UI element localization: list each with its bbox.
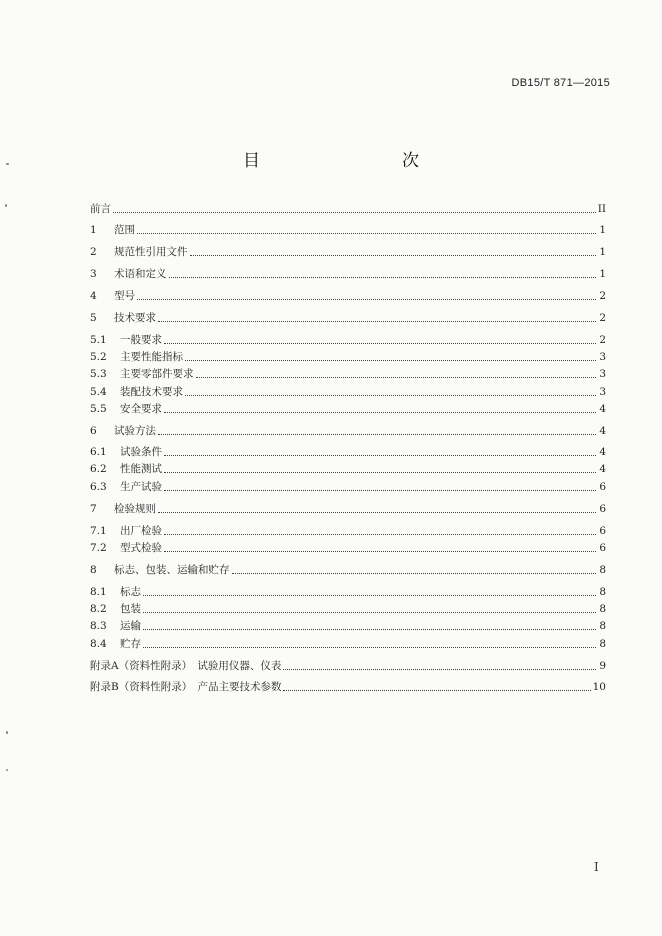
toc-entry-page: 2	[599, 312, 606, 324]
toc-entry-page: 6	[599, 542, 606, 554]
toc-entry[interactable]	[90, 400, 606, 416]
toc-entry-page: 2	[599, 290, 606, 302]
toc-entry-label: 标志、包装、运输和贮存	[114, 564, 230, 576]
toc-entry-label: 性能测试	[120, 463, 162, 475]
toc-entry[interactable]	[90, 365, 606, 381]
toc-entry-number: 6.3	[90, 481, 107, 493]
toc-entry-label: 试验条件	[120, 446, 162, 458]
toc-dot-leader	[164, 343, 596, 344]
toc-entry-number: 5.2	[90, 351, 107, 363]
toc-entry-number: 7.2	[90, 542, 107, 554]
toc-dot-leader	[158, 321, 596, 322]
toc-entry[interactable]	[90, 460, 606, 476]
toc-entry-page: 8	[599, 620, 606, 632]
toc-dot-leader	[164, 551, 596, 552]
toc-dot-leader	[137, 299, 596, 300]
toc-entry-page: II	[597, 203, 606, 215]
toc-entry[interactable]	[90, 331, 606, 347]
toc-entry-page: 8	[599, 603, 606, 615]
toc-entry-number: 8.3	[90, 620, 107, 632]
toc-entry[interactable]	[90, 500, 606, 516]
toc-entry-number: 6.2	[90, 463, 107, 475]
toc-entry-label: 检验规则	[114, 503, 156, 515]
toc-entry-number: 7	[90, 503, 97, 515]
toc-entry-label: 技术要求	[114, 312, 156, 324]
toc-dot-leader	[164, 472, 596, 473]
toc-dot-leader	[143, 629, 596, 630]
toc-entry-label: 包装	[120, 603, 141, 615]
toc-entry-number: 8.1	[90, 586, 107, 598]
document-header-code: DB15/T 871—2015	[511, 77, 610, 89]
toc-entry-number: 5.3	[90, 368, 107, 380]
toc-entry-label: 主要性能指标	[120, 351, 183, 363]
toc-entry[interactable]	[90, 478, 606, 494]
toc-entry-label: 规范性引用文件	[114, 246, 188, 258]
toc-dot-leader	[185, 360, 596, 361]
toc-entry-page: 6	[599, 481, 606, 493]
toc-entry-label: 范围	[114, 224, 135, 236]
scan-speck	[5, 204, 7, 207]
toc-entry-number: 6.1	[90, 446, 107, 458]
toc-entry[interactable]	[90, 678, 606, 694]
toc-entry-number: 4	[90, 290, 97, 302]
toc-entry-page: 10	[592, 681, 606, 693]
toc-dot-leader	[143, 595, 596, 596]
toc-entry-label: 附录B（资料性附录） 产品主要技术参数	[90, 681, 282, 693]
toc-entry-page: 1	[599, 224, 606, 236]
toc-entry-label: 生产试验	[120, 481, 162, 493]
toc-entry[interactable]	[90, 635, 606, 651]
toc-entry-label: 贮存	[120, 638, 141, 650]
toc-dot-leader	[137, 233, 596, 234]
toc-entry-label: 一般要求	[120, 334, 162, 346]
toc-entry-label: 安全要求	[120, 403, 162, 415]
toc-entry-number: 7.1	[90, 525, 107, 537]
scan-speck	[6, 163, 9, 165]
toc-entry-label: 运输	[120, 620, 141, 632]
toc-dot-leader	[164, 490, 596, 491]
toc-entry[interactable]	[90, 561, 606, 577]
toc-entry[interactable]	[90, 583, 606, 599]
toc-entry-number: 6	[90, 425, 97, 437]
toc-dot-leader	[283, 669, 596, 670]
toc-entry[interactable]	[90, 200, 606, 216]
toc-entry-label: 主要零部件要求	[120, 368, 194, 380]
toc-entry[interactable]	[90, 422, 606, 438]
toc-entry-page: 4	[599, 403, 606, 415]
toc-dot-leader	[164, 412, 596, 413]
toc-entry-page: 3	[599, 368, 606, 380]
toc-entry[interactable]	[90, 657, 606, 673]
toc-entry[interactable]	[90, 383, 606, 399]
toc-entry[interactable]	[90, 522, 606, 538]
toc-entry-number: 5.5	[90, 403, 107, 415]
toc-entry-label: 前言	[90, 203, 111, 215]
toc-entry-number: 5.4	[90, 386, 107, 398]
toc-dot-leader	[164, 534, 596, 535]
toc-entry-page: 6	[599, 503, 606, 515]
toc-entry-page: 3	[599, 386, 606, 398]
toc-dot-leader	[232, 573, 597, 574]
toc-entry-number: 8.2	[90, 603, 107, 615]
toc-entry[interactable]	[90, 309, 606, 325]
toc-entry-page: 3	[599, 351, 606, 363]
toc-entry-page: 9	[599, 660, 606, 672]
toc-dot-leader	[113, 212, 596, 213]
toc-entry-page: 4	[599, 446, 606, 458]
toc-entry-page: 8	[599, 564, 606, 576]
toc-entry-label: 试验方法	[114, 425, 156, 437]
toc-entry-number: 1	[90, 224, 97, 236]
toc-dot-leader	[164, 455, 596, 456]
toc-entry[interactable]	[90, 348, 606, 364]
toc-entry[interactable]	[90, 221, 606, 237]
toc-entry-label: 型号	[114, 290, 135, 302]
toc-entry-page: 8	[599, 638, 606, 650]
toc-entry-label: 装配技术要求	[120, 386, 183, 398]
toc-entry-number: 5.1	[90, 334, 107, 346]
toc-dot-leader	[185, 395, 596, 396]
toc-entry-label: 型式检验	[120, 542, 162, 554]
toc-dot-leader	[158, 434, 596, 435]
toc-entry[interactable]	[90, 265, 606, 281]
toc-entry[interactable]	[90, 539, 606, 555]
toc-entry-number: 8	[90, 564, 97, 576]
toc-dot-leader	[283, 690, 590, 691]
toc-dot-leader	[143, 647, 596, 648]
toc-entry-number: 2	[90, 246, 97, 258]
toc-entry-page: 4	[599, 463, 606, 475]
toc-entry-page: 1	[599, 246, 606, 258]
toc-entry-number: 3	[90, 268, 97, 280]
toc-entry[interactable]	[90, 617, 606, 633]
toc-entry[interactable]	[90, 243, 606, 259]
toc-entry-number: 5	[90, 312, 97, 324]
toc-entry-label: 术语和定义	[114, 268, 167, 280]
toc-dot-leader	[158, 512, 596, 513]
toc-entry[interactable]	[90, 600, 606, 616]
scan-speck	[6, 769, 8, 771]
toc-entry-label: 标志	[120, 586, 141, 598]
toc-entry-page: 1	[599, 268, 606, 280]
toc-entry[interactable]	[90, 443, 606, 459]
page-number: I	[594, 860, 599, 874]
toc-entry[interactable]	[90, 287, 606, 303]
scan-speck	[6, 731, 8, 734]
toc-entry-page: 6	[599, 525, 606, 537]
toc-dot-leader	[169, 277, 597, 278]
toc-entry-page: 2	[599, 334, 606, 346]
toc-dot-leader	[196, 377, 597, 378]
toc-dot-leader	[143, 612, 596, 613]
toc-entry-number: 8.4	[90, 638, 107, 650]
toc-dot-leader	[190, 255, 597, 256]
toc-entry-page: 4	[599, 425, 606, 437]
toc-entry-label: 出厂检验	[120, 525, 162, 537]
page-title: 目 次	[243, 151, 455, 171]
toc-entry-page: 8	[599, 586, 606, 598]
toc-entry-label: 附录A（资料性附录） 试验用仪器、仪表	[90, 660, 282, 672]
